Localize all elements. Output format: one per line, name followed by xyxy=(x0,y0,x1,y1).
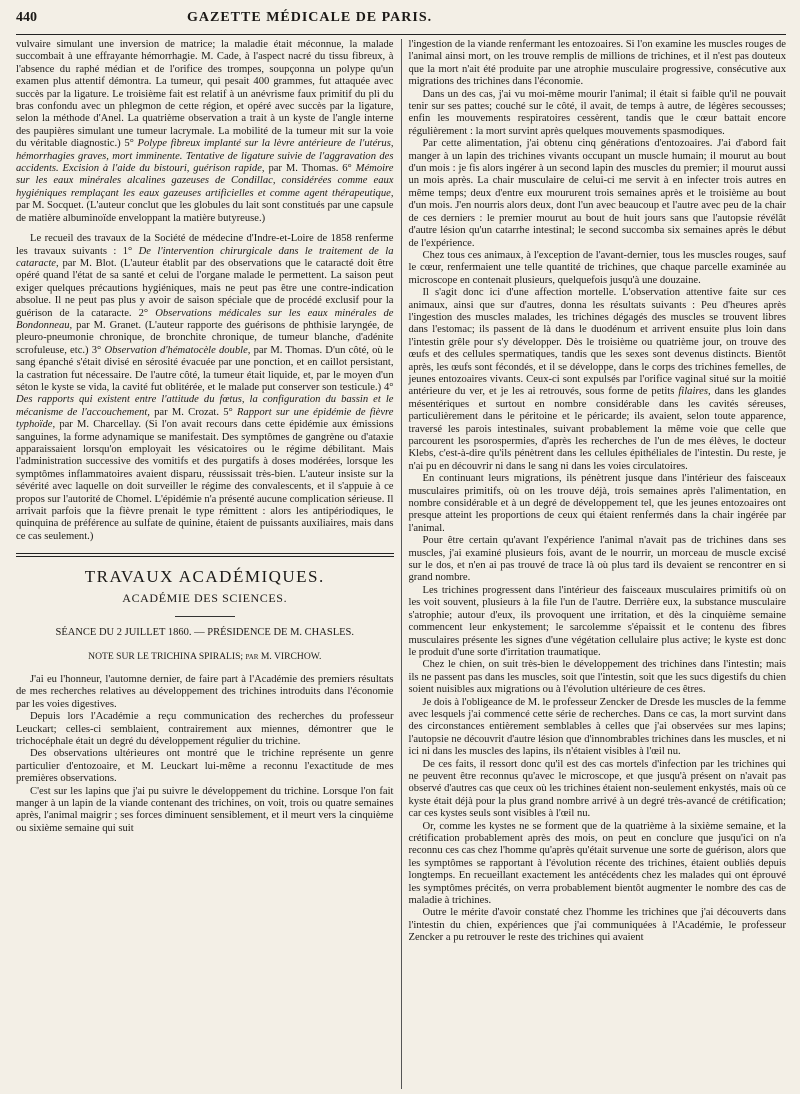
paragraph: Chez le chien, on suit très-bien le développement des trichines dans l'intestin; mais ils ne passent pas dans les muscles, soit que l'intestin, soit que les sucs digestifs du chien soient nuisibles aux migrations ou à l'évolution ultérieure de ces êtres. xyxy=(408,659,786,696)
paragraph: Je dois à l'obligeance de M. le professeur Zencker de Dresde les muscles de la femme avec lesquels j'ai commencé cette série de recherches. Dans ce cas, la mort survint dans des circonstances entièrement semblables à celles que j'ai observées sur mes lapins; l'autopsie ne découvrit d'autre lésion que d'innombrables trichines dans les muscles, et ni ici ni dans les muscles des lapins, ils n'étaient visibles à l'œil nu. xyxy=(408,696,786,758)
header-rule xyxy=(16,34,786,35)
paragraph: Or, comme les kystes ne se forment que de la quatrième à la sixième semaine, et la crétification probablement après des mois, on peut en conclure que jusqu'ici on n'a reconnu ces cas chez l'homme qu'après qu'était survenue une sorte de guérison, alors que les symptômes se rapportant à l'évolution récente des trichines, étaient oubliés depuis longtemps. En recueillant exactement les antécédents chez les malades qui ont éprouvé les symptômes précités, on verra probablement bientôt augmenter le nombre des cas de maladie à trichines. xyxy=(408,820,786,907)
section-title: TRAVAUX ACADÉMIQUES. xyxy=(84,567,325,587)
section-subtitle: ACADÉMIE DES SCIENCES. xyxy=(122,590,288,605)
journal-title: GAZETTE MÉDICALE DE PARIS. xyxy=(187,10,433,25)
paragraph: Depuis lors l'Académie a reçu communication des recherches du professeur Leuckart; celles-ci semblaient, contrairement aux miennes, démontrer que le trichocéphale était un degré du développement régulier du trichine. xyxy=(16,711,394,747)
page-header xyxy=(16,10,786,32)
paragraph: Outre le mérite d'avoir constaté chez l'homme les trichines que j'ai découverts dans l'intestin du chien, expériences que j'ai communiquées à l'Académie, le professeur Zencker a pu retrouver le reste des trichines qui avaient xyxy=(408,907,786,944)
paragraph: C'est sur les lapins que j'ai pu suivre le développement du trichine. Lorsque l'on fait manger à un lapin de la viande contenant des trichines, on voit, trois ou quatre semaines après, l'animal maigrir ; ses forces diminuent sensiblement, et il meurt vers la cinquième ou sixième semaine qui suit xyxy=(16,785,394,834)
short-rule xyxy=(175,616,235,617)
paragraph: Le recueil des travaux de la Société de médecine d'Indre-et-Loire de 1858 renferme les travaux suivants : 1° De l'intervention chirurgicale dans le traitement de la cataracte, par M. Blot. (L'auteur établit par des observations que le cataracté doit être opéré quand l'état de sa santé et celui de l'organe malade le permettent. La saison peut exiger quelques précautions hygiéniques, mais ne peut pas être une contre-indication absolue. Il ne peut pas plus y avoir de saison spéciale que de procédé exclusif pour la guérison de la cataracte. 2° Observations médicales sur les eaux minérales de Bondonneau, par M. Granet. (L'auteur rapporte des guérisons de phthisie laryngée, de pleuro-pneumonie chronique, de bronchite chronique, de tumeur blanche, d'adénite scrofuleuse, etc.) 3° Observation d'hématocèle double, par M. Thomas. D'un côté, où le sang épanché s'était divisé en sérosité évacuée par une ponction, et en caillot persistant, la castration fut nécessaire. De l'autre côté, la tumeur était liquide, et, par le moyen d'un séton le kyste se vida, la cavité fut oblitérée, et le malade put conserver son testicule.) 4° Des rapports qui existent entre l'attitude du fœtus, la configuration du bassin et le mécanisme de l'accouchement, par M. Crozat. 5° Rapport sur une épidémie de fièvre typhoïde, par M. Charcellay. (Si l'on avait recours dans cette épidémie aux émissions sanguines, la forme adynamique se manifestait. Des symptômes de gangrène ou d'ataxie apparaissaient lorsqu'on employait les vésicatoires ou le régime débilitant. Mais l'administration successive des vomitifs et des purgatifs à doses modérées, lorsque les symptômes inflammatoires avaient disparu, réussissait très-bien. L'auteur insiste sur la sévérité avec laquelle on doit surveiller le régime des convalescents, et il s'appuie à ce propos sur l'autorité de Chomel. L'épidémie n'a présenté aucune complication sérieuse. Il arrivait parfois que la fièvre prenait le type rémittent : alors les antipériodiques, le quinquina de préférence au sulfate de quinine, étaient de puissants auxiliaires, mais dans ce cas seulement.) xyxy=(16,233,394,542)
section-rule xyxy=(16,556,394,557)
paragraph: Pour être certain qu'avant l'expérience l'animal n'avait pas de trichines dans ses muscles, j'ai examiné plusieurs fois, avant de le nourrir, un morceau de muscle excisé sur le dos, et n'en ai pas trouvé de trace là où plus tard ils devaient se rencontrer en si grand nombre. xyxy=(408,535,786,584)
paragraph: l'ingestion de la viande renfermant les entozoaires. Si l'on examine les muscles rouges de l'animal ainsi mort, on les trouve remplis de millions de trichines, et il n'est pas douteux que la mort n'ait été produite par une atrophie musculaire progressive, consécutive aux migrations des trichines dans l'économie. xyxy=(408,39,786,88)
right-column xyxy=(401,39,787,1089)
paragraph: Dans un des cas, j'ai vu moi-même mourir l'animal; il était si faible qu'il ne pouvait tenir sur ses pattes; couché sur le côté, il avait, de temps à autre, de légères secousses; enfin les mouvements respiratoires cessèrent, tandis que le cœur battait encore régulièrement : la mort survint après quelques mouvements spasmodiques. xyxy=(408,88,786,137)
paragraph: Il s'agit donc ici d'une affection mortelle. L'observation attentive faite sur ces animaux, ainsi que sur d'autres, donna les résultats suivants : Peu d'heures après l'ingestion des muscles malades, les trichines dégagés des muscles se trouvent libres dans l'estomac; ils passent de là dans le duodénum et arrivent ensuite plus loin dans l'intestin grêle pour s'y développer. Dès le troisième ou quatrième jour, on trouve des œufs et des cellules spermatiques, tandis que les sexes sont devenus distincts. Bientôt après, les œufs sont fécondés, et il se développe, dans le corps des trichines femelles, de jeunes entozoaires vivants. Ceux-ci sont expulsés par l'orifice vaginal situé sur la moitié antérieure du ver, et je les ai retrouvés, sous forme de petits filaires, dans les glandes mésentériques et surtout en nombre considérable dans les cavités séreuses, particulièrement dans le péritoine et le péricarde; ils avaient, selon toute apparence, traversé les parois intestinales, suivant probablement la même voie que celle que parcourent les psorospermies, d'après les recherches de l'un de mes élèves, le docteur Klebs, c'est-à-dire qu'ils pénètrent dans les cellules épithéliales de l'intestin. Du reste, je n'ai pu en découvrir ni dans le sang ni dans les voies circulatoires. xyxy=(408,287,786,472)
page-number: 440 xyxy=(16,10,37,25)
left-column xyxy=(16,39,401,1089)
paragraph: En continuant leurs migrations, ils pénètrent jusque dans l'intérieur des faisceaux musculaires primitifs, où on les trouve déjà, trois semaines après l'alimentation, en nombre considérable et à un degré de développement tel, que les jeunes entozoaires ont presque atteint les proportions de ceux qui étaient renfermés dans la chair ingérée par l'animal. xyxy=(408,473,786,534)
paragraph: J'ai eu l'honneur, l'automne dernier, de faire part à l'Académie des premiers résultats de mes recherches relatives au développement des trichines introduits dans l'économie par les voies digestives. xyxy=(16,673,394,710)
section-rule xyxy=(16,553,394,554)
paragraph: Chez tous ces animaux, à l'exception de l'avant-dernier, tous les muscles rouges, sauf le cœur, renfermaient une telle quantité de trichines, que chaque parcelle examinée au microscope en contenait plusieurs, quelquefois jusqu'à une douzaine. xyxy=(408,249,786,286)
paragraph: Les trichines progressent dans l'intérieur des faisceaux musculaires primitifs où on les voit souvent, plusieurs à la file l'un de l'autre. Derrière eux, la substance musculaire s'atrophie; autour d'eux, ils provoquent une irritation, et dès la cinquième semaine commencent leur enkystement; le sarcolemme s'épaissit et le contenu des fibres musculaires présente les signes d'une végétation cellulaire plus active; le kyste est donc le produit d'une sorte d'irritation traumatique. xyxy=(408,584,786,658)
seance-line: SÉANCE DU 2 JUILLET 1860. — PRÉSIDENCE DE M. CHASLES. xyxy=(55,627,354,639)
paragraph: Par cette alimentation, j'ai obtenu cinq générations d'entozoaires. J'ai d'abord fait manger à un lapin des trichines vivants occupant un muscle humain; il mourut au bout d'un mois : je fis alors ingérer à un second lapin des muscles du premier; il mourut aussi un mois après. La chair musculaire de celui-ci me servit à en infecter trois autres en même temps; deux d'entre eux moururent trois semaines après et le troisième au bout d'un mois. J'en nourris alors deux, dont l'un avec beaucoup et l'autre avec peu de la chair de ces derniers : le premier mourut au bout de huit jours sans que l'autopsie révélât d'autre lésion qu'un catarrhe intestinal; le second succomba six semaines après le début de l'expérience. xyxy=(408,138,786,249)
note-title: NOTE SUR LE TRICHINA SPIRALIS; par M. VIRCHOW. xyxy=(88,651,322,663)
paragraph: Des observations ultérieures ont montré que le trichine représente un genre particulier d'entozoaire, et M. Leuckart lui-même a reconnu l'exactitude de mes premières observations. xyxy=(16,748,394,785)
paragraph: vulvaire simulant une inversion de matrice; la maladie était méconnue, la malade succombait à une effrayante hémorrhagie. M. Cade, à l'aspect nacré du tissu fibreux, à l'absence du raphé médian et de l'orifice des trompes, soupçonna un polype qu'un examen plus attentif démontra. La tumeur, qui pesait 400 grammes, fut attaquée avec succès par la ligature. Le troisième fait est relatif à un anévrisme faux primitif du pli du bras confondu avec un phlegmon de cette région, et opéré avec succès par la ligature, selon la méthode d'Anel. La quatrième observation a trait à un kyste de l'angle interne des paupières simulant une tumeur lacrymale. La mobilité de la tumeur mit sur la voie du véritable diagnostic.) 5° Polype fibreux implanté sur la lèvre antérieure de l'utérus, hémorrhagies graves, mort imminente. Tentative de ligature suivie de l'aggravation des accidents. Excision à l'aide du bistouri, guérison rapide, par M. Thomas. 6° Mémoire sur les eaux minérales alcalines gazeuses de Condillac, considérées comme eaux hygiéniques remplaçant les eaux gazeuses artificielles et comme agent thérapeutique, par M. Socquet. (L'auteur conclut que les globules du lait sont constitués par une capsule de matière albuminoïde enveloppant la matière butyreuse.) xyxy=(16,39,394,224)
text-columns xyxy=(16,39,786,1089)
paragraph: De ces faits, il ressort donc qu'il est des cas mortels d'infection par les trichines qui ne peuvent être reconnus qu'avec le microscope, et que jusqu'à présent on n'avait pas observé d'autres cas que ceux où les trichines étaient non-seulement enkystés, mais où ce kyste était déjà pour la plus grand nombre arrivé à un degré très-avancé de crétification; car ces kystes seuls sont visibles à l'œil nu. xyxy=(408,758,786,820)
